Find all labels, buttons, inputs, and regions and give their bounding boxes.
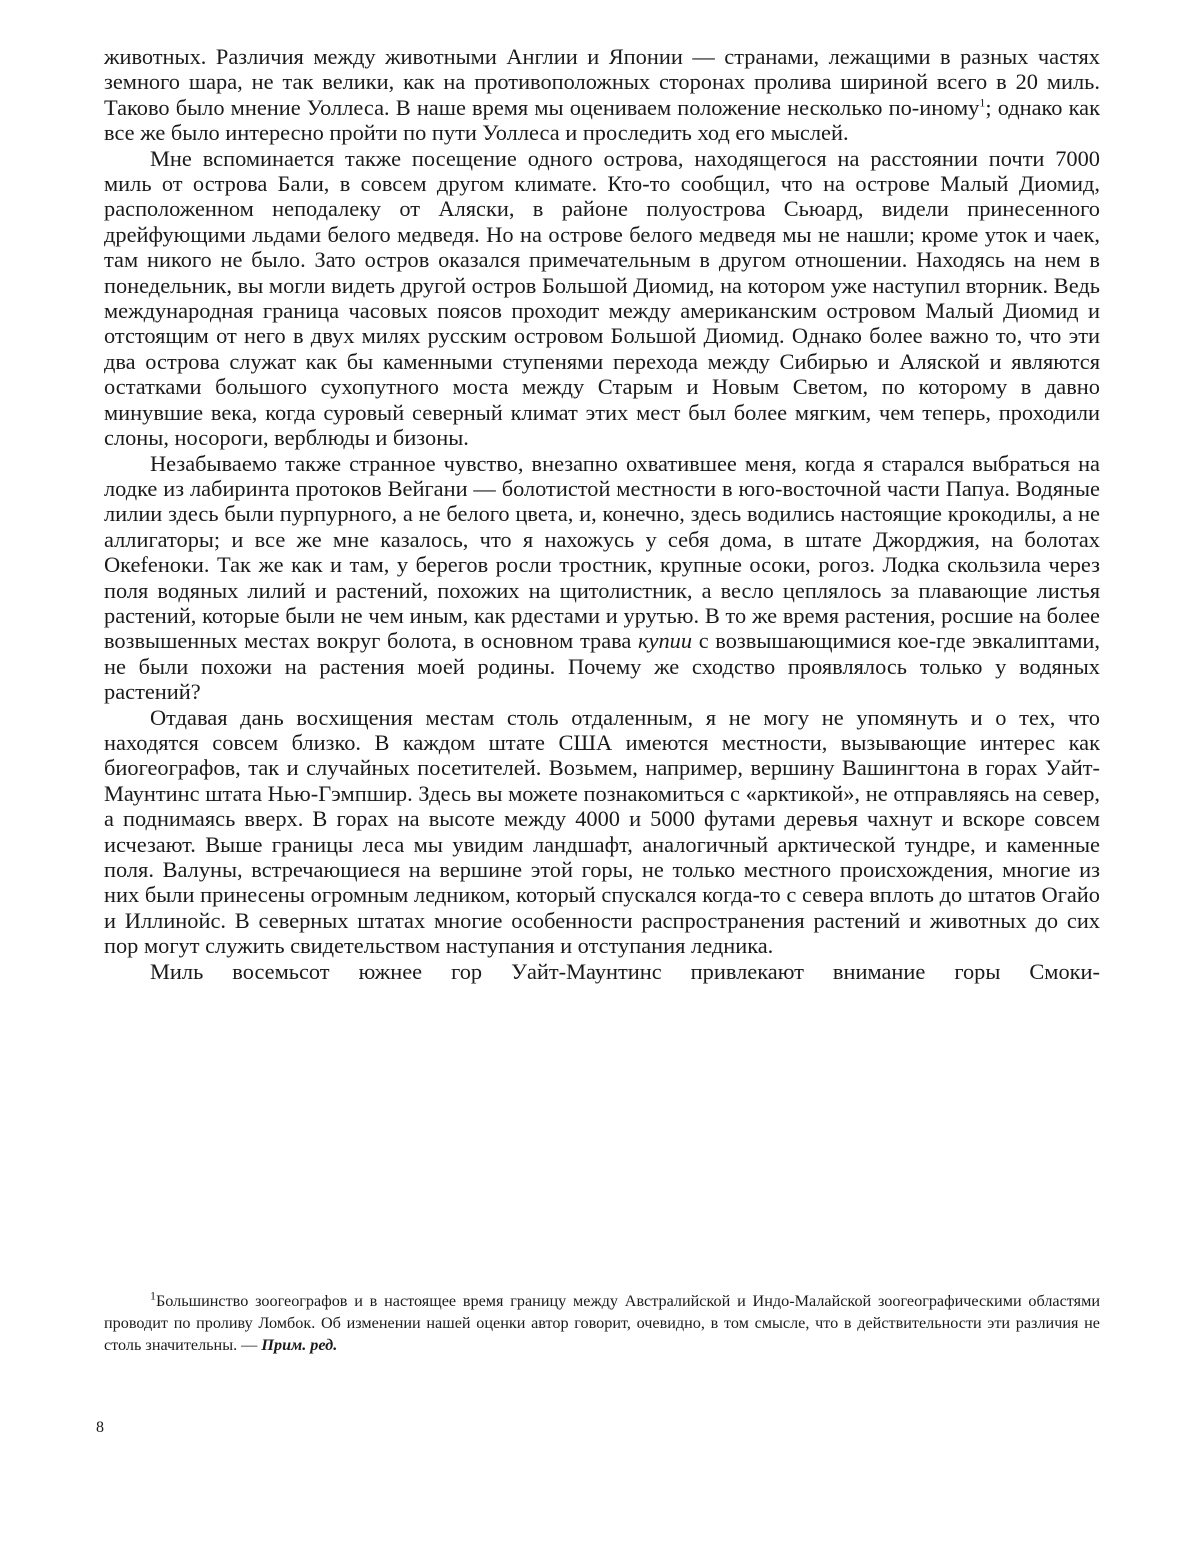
paragraph-3-text-end: с возвышающимися кое-где эвкалиптами, не были похожи на растения моей родины. Почему же сходство проявлялось только у водяных растений? xyxy=(104,628,1100,705)
footnote-text: Большинство зоогеографов и в настоящее время границу между Австралийской и Индо-Малайской зоогеографическими областями проводит по проливу Ломбок. Об изменении нашей оценки автор говорит, очевидно, в том смысле, что в действительности эти различия не столь значительны. — xyxy=(104,1292,1100,1354)
paragraph-3 xyxy=(104,451,1100,705)
paragraph-5: Миль восемьсот южнее гор Уайт-Маунтинс привлекают внимание горы Смоки- xyxy=(150,958,1100,984)
paragraph-3-text-start: Незабываемо также странное чувство, внезапно охватившее меня, когда я старался выбраться на лодке из лабиринта протоков Вейгани — болотистой местности в юго-восточной части Папуа. Водяные лилии здесь были пурпурного, а не белого цвета, и, конечно, здесь водились настоящие крокодилы, а не аллигаторы; и все же мне казалось, что я нахожусь у себя дома, в штате Джорджия, на болотах Океfеноки. Так же как и там, у берегов росли тростник, крупные осоки, рогоз. Лодка скользила через поля водяных лилий и растений, похожих на щитолистник, а весло цеплялось за плавающие листья растений, которые были не чем иным, как рдестами и урутью. В то же время растения, росшие на более возвышенных местах вокруг болота, в основном трава xyxy=(104,450,1100,654)
footnote-mark: 1 xyxy=(150,1288,156,1303)
paragraph-1-text-start: животных. Различия между животными Англии и Японии — странами, лежащими в разных частях земного шара, не так велики, как на противоположных сторонах пролива шириной всего в 20 миль. Таково было мнение Уоллеса. В наше время мы оцениваем положение несколько по-иному xyxy=(104,44,1100,120)
footnote xyxy=(104,1290,1100,1356)
footnote-reference-mark: 1 xyxy=(979,95,986,110)
paragraph-1-text-end: ; однако как все же было интересно пройти по пути Уоллеса и проследить ход его мыслей. xyxy=(104,94,1100,146)
editor-note: Прим. ред. xyxy=(261,1336,338,1354)
main-text xyxy=(104,44,1100,984)
footnote-paragraph xyxy=(104,1290,1100,1356)
italic-term: куnии xyxy=(638,628,693,654)
paragraph-2: Мне вспоминается также посещение одного острова, находящегося на расстоянии почти 7000 миль от острова Бали, в совсем другом климате. Кто-то сообщил, что на острове Малый Диомид, расположенном неподалеку от Аляски, в районе полуострова Сьюард, видели принесенного дрейфующими льдами белого медведя. Но на острове белого медведя мы не нашли; кроме уток и чаек, там никого не было. Зато остров оказался примечательным в другом отношении. Находясь на нем в понедельник, вы могли видеть другой остров Большой Диомид, на котором уже наступил вторник. Ведь международная граница часовых поясов проходит между американским островом Малый Диомид и отстоящим от него в двух милях русским островом Большой Диомид. Однако более важно то, что эти два острова служат как бы каменными ступенями перехода между Сибирью и Аляской и являются остатками большого сухопутного моста между Старым и Новым Светом, по которому в давно минувшие века, когда суровый северный климат этих мест был более мягким, чем теперь, проходили слоны, носороги, верблюды и бизоны. xyxy=(104,145,1100,451)
page-body xyxy=(104,44,1100,984)
paragraph-1 xyxy=(104,44,1100,146)
paragraph-4: Отдавая дань восхищения местам столь отдаленным, я не могу не упомянуть и о тех, что находятся совсем близко. В каждом штате США имеются местности, вызывающие интерес как биогеографов, так и случайных посетителей. Возьмем, например, вершину Вашингтона в горах Уайт-Маунтинс штата Нью-Гэмпшир. Здесь вы можете познакомиться с «арктикой», не отправляясь на север, а поднимаясь вверх. В горах на высоте между 4000 и 5000 футами деревья чахнут и вскоре совсем исчезают. Выше границы леса мы увидим ландшафт, аналогичный арктической тундре, и каменные поля. Валуны, встречающиеся на вершине этой горы, не только местного происхождения, многие из них были принесены огромным ледником, который спускался когда-то с севера вплоть до штатов Огайо и Иллинойс. В северных штатах многие особенности распространения растений и животных до сих пор могут служить свидетельством наступания и отступания ледника. xyxy=(104,704,1100,959)
page-number: 8 xyxy=(96,1419,104,1436)
